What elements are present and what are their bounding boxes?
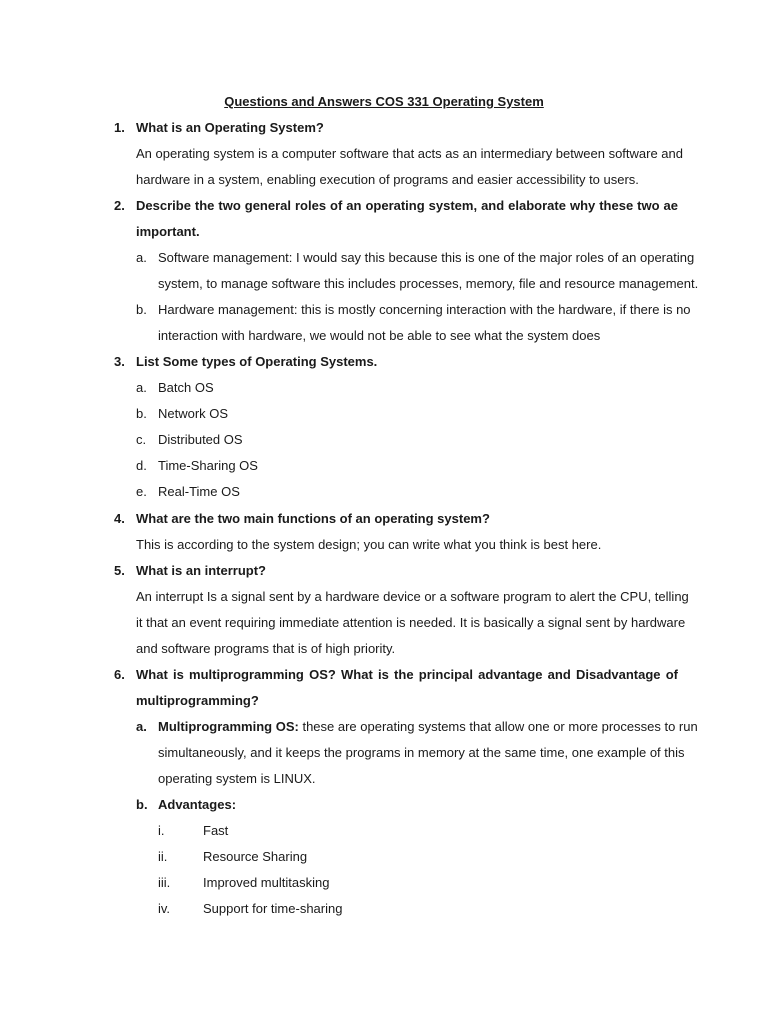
list-marker: d. (136, 458, 147, 473)
document-title: Questions and Answers COS 331 Operating System (224, 94, 544, 109)
list-marker: iii. (158, 875, 171, 890)
list-marker: e. (136, 484, 147, 499)
question-heading: What is an Operating System? (136, 120, 324, 135)
subheading: Advantages: (158, 797, 237, 812)
answer-text: This is according to the system design; you can write what you think is best here. (136, 537, 602, 552)
list-marker: ii. (158, 849, 168, 864)
question-number: 3. (114, 354, 125, 369)
list-marker: i. (158, 823, 165, 838)
question-number: 2. (114, 198, 125, 213)
list-item-text: these are operating systems that allow one or more processes to run (298, 719, 698, 734)
question-number: 4. (114, 511, 125, 526)
list-marker: b. (136, 797, 148, 812)
answer-text: hardware in a system, enabling execution of programs and easier accessibility to users. (136, 172, 639, 187)
list-marker: a. (136, 719, 147, 734)
list-marker: a. (136, 250, 147, 265)
answer-text: An interrupt Is a signal sent by a hardware device or a software program to alert the CPU, telling (136, 589, 689, 604)
list-marker: c. (136, 432, 147, 447)
question-heading: What are the two main functions of an operating system? (136, 511, 490, 526)
answer-text: it that an event requiring immediate attention is needed. It is basically a signal sent by hardware (136, 615, 686, 630)
list-item-text: Hardware management: this is mostly concerning interaction with the hardware, if there is no (158, 302, 691, 317)
answer-text: and software programs that is of high priority. (136, 641, 396, 656)
list-item-text: Distributed OS (158, 432, 243, 447)
question-number: 5. (114, 563, 125, 578)
question-heading: List Some types of Operating Systems. (136, 354, 378, 369)
list-item-text: Improved multitasking (203, 875, 330, 890)
question-heading: important. (136, 224, 200, 239)
list-item-text: system, to manage software this includes processes, memory, file and resource management. (158, 276, 699, 291)
list-item-text: operating system is LINUX. (158, 771, 316, 786)
list-item-text: simultaneously, and it keeps the programs in memory at the same time, one example of this (158, 745, 685, 760)
list-item-text: Support for time-sharing (203, 901, 343, 916)
list-item-text: Batch OS (158, 380, 214, 395)
term-label: Multiprogramming OS: (158, 719, 299, 734)
list-marker: b. (136, 406, 147, 421)
question-heading: What is an interrupt? (136, 563, 266, 578)
list-item-text: interaction with hardware, we would not be able to see what the system does (158, 328, 601, 343)
list-item-text: Resource Sharing (203, 849, 308, 864)
list-marker: a. (136, 380, 147, 395)
question-number: 1. (114, 120, 125, 135)
question-number: 6. (114, 667, 125, 682)
list-marker: b. (136, 302, 147, 317)
list-item-text: Real-Time OS (158, 484, 240, 499)
answer-text: An operating system is a computer software that acts as an intermediary between software and (136, 146, 683, 161)
list-item-text: Software management: I would say this because this is one of the major roles of an operating (158, 250, 695, 265)
list-item-text: Network OS (158, 406, 229, 421)
list-item-text: Time-Sharing OS (158, 458, 258, 473)
list-marker: iv. (158, 901, 171, 916)
list-item-text: Fast (203, 823, 229, 838)
list-item-text (158, 718, 698, 736)
question-heading: multiprogramming? (136, 693, 259, 708)
question-heading: What is multiprogramming OS? What is the principal advantage and Disadvantage of (136, 667, 678, 682)
question-heading: Describe the two general roles of an operating system, and elaborate why these two ae (136, 198, 678, 213)
